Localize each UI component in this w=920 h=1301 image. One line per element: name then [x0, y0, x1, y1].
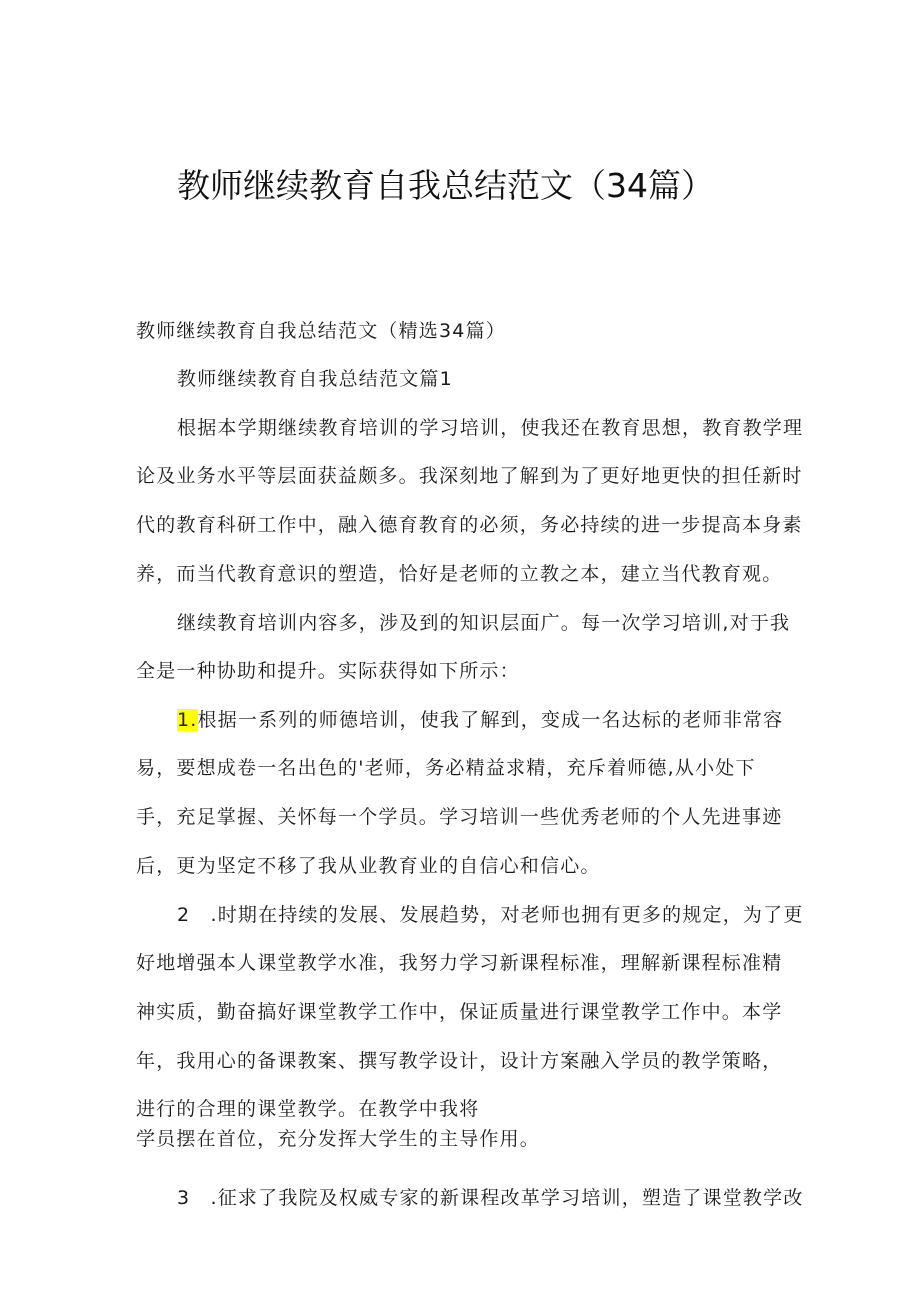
document-title: 教师继续教育自我总结范文（34篇） — [177, 166, 714, 205]
list-item-1 — [177, 705, 783, 732]
subtitle: 教师继续教育自我总结范文（精选34篇） — [136, 320, 506, 342]
section-heading: 教师继续教育自我总结范文篇1 — [177, 368, 453, 390]
paragraph-line: 好地增强本人课堂教学水准，我努力学习新课程标准，理解新课程标准精 — [136, 952, 783, 974]
list-item-2: 2 .时期在持续的发展、发展趋势，对老师也拥有更多的规定，为了更 — [177, 904, 804, 926]
list-item-3: 3 .征求了我院及权威专家的新课程改革学习培训，塑造了课堂教学改 — [177, 1187, 804, 1209]
paragraph-line: 论及业务水平等层面获益颇多。我深刻地了解到为了更好地更快的担任新时 — [136, 465, 803, 487]
paragraph-line: 易，要想成卷一名出色的'老师，务必精益求精，充斥着师德,从小处下 — [136, 757, 756, 779]
list-item-text: 根据一系列的师德培训，使我了解到，变成一名达标的老师非常容 — [197, 709, 784, 731]
paragraph-line: 养，而当代教育意识的塑造，恰好是老师的立教之本，建立当代教育观。 — [136, 563, 783, 585]
paragraph-line: 神实质，勤奋搞好课堂教学工作中，保证质量进行课堂教学工作中。本学 — [136, 1001, 783, 1023]
paragraph-line: 进行的合理的课堂教学。在教学中我将 — [136, 1098, 480, 1120]
paragraph-line: 代的教育科研工作中，融入德育教育的必须，务必持续的进一步提高本身素 — [136, 514, 803, 536]
paragraph-line: 继续教育培训内容多，涉及到的知识层面广。每一次学习培训,对于我 — [177, 612, 791, 634]
paragraph-line: 学员摆在首位，充分发挥大学生的主导作用。 — [136, 1128, 541, 1150]
highlighted-number: 1. — [177, 709, 198, 731]
paragraph-line: 手，充足掌握、关怀每一个学员。学习培训一些优秀老师的个人先进事迹 — [136, 806, 783, 828]
paragraph-line: 根据本学期继续教育培训的学习培训，使我还在教育思想，教育教学理 — [177, 417, 804, 439]
paragraph-line: 年，我用心的备课教案、撰写教学设计，设计方案融入学员的教学策略， — [136, 1050, 783, 1072]
paragraph-line: 后，更为坚定不移了我从业教育业的自信心和信心。 — [136, 855, 601, 877]
paragraph-line: 全是一种协助和提升。实际获得如下所示： — [136, 660, 520, 682]
